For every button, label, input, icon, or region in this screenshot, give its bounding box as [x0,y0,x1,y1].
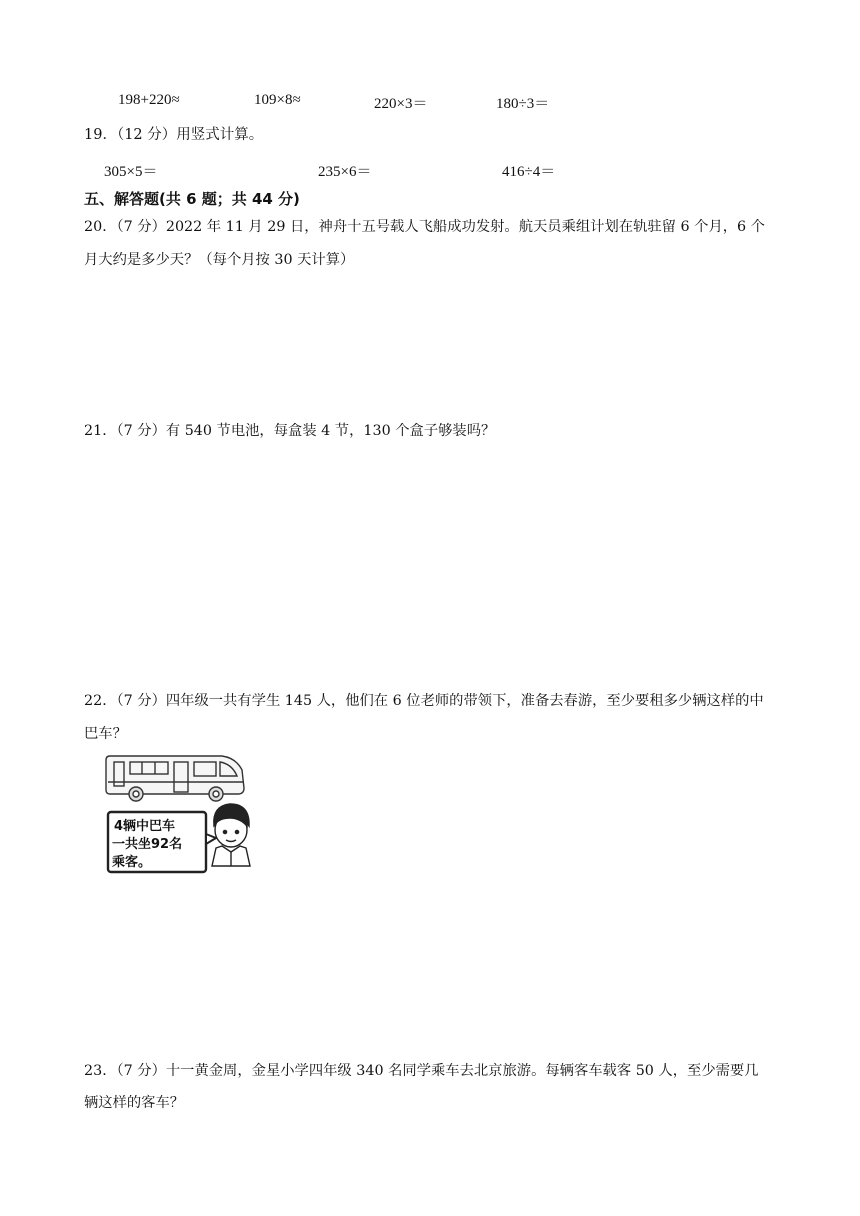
q20-line-2: 月大约是多少天？（每个月按 30 天计算） [84,252,355,268]
q18-item-3: 220×3＝ [374,96,428,112]
child-icon [212,804,250,866]
q19-item-3: 416÷4＝ [502,164,556,180]
minibus-icon [106,756,244,801]
q22-line-2: 巴车？ [84,726,127,742]
q18-item-4: 180÷3＝ [496,96,550,112]
speech-box [108,812,216,872]
section-title: 五、解答题(共 6 题；共 44 分) [84,190,300,208]
q23-line-1: 23．（7 分）十一黄金周，金星小学四年级 340 名同学乘车去北京旅游。每辆客车载客 50 人，至少需要几 [84,1063,759,1079]
q22-line-1: 22．（7 分）四年级一共有学生 145 人，他们在 6 位老师的带领下，准备去春游，至少要租多少辆这样的中 [84,693,764,709]
minibus-illustration [104,748,252,878]
q19-item-1: 305×5＝ [104,164,158,180]
speech-line-2: 一共坐92名 [112,837,183,852]
q20-line-1: 20．（7 分）2022 年 11 月 29 日，神舟十五号载人飞船成功发射。航天员乘组计划在轨驻留 6 个月，6 个 [84,219,765,235]
speech-line-3: 乘客。 [112,855,152,870]
speech-line-1: 4辆中巴车 [114,819,176,834]
q19-heading: 19．（12 分）用竖式计算。 [84,127,264,143]
q18-item-1: 198+220≈ [118,92,180,108]
q21-line-1: 21．（7 分）有 540 节电池，每盒装 4 节，130 个盒子够装吗？ [84,423,496,439]
q19-item-2: 235×6＝ [318,164,372,180]
q18-item-2: 109×8≈ [254,92,301,108]
q23-line-2: 辆这样的客车？ [84,1095,185,1111]
